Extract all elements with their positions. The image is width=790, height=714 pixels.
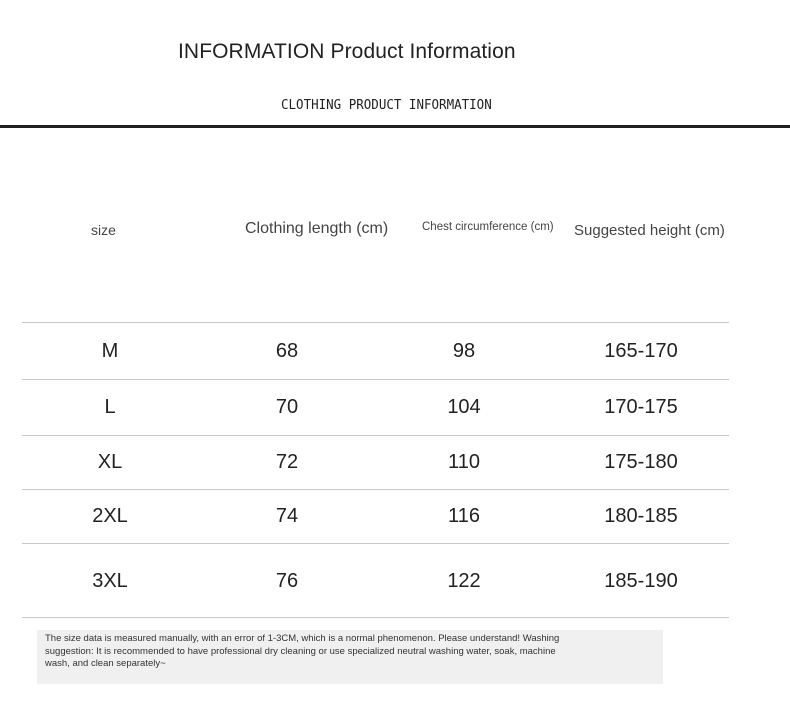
cell-chest: 104 [447,396,481,418]
cell-clothing-length: 68 [275,340,299,362]
column-header-size: size [91,222,116,238]
cell-clothing-length: 70 [275,396,299,418]
cell-size: 2XL [92,505,128,527]
cell-clothing-length: 76 [275,570,299,592]
cell-height: 180-185 [604,505,678,527]
cell-height: 165-170 [604,340,678,362]
note-text: The size data is measured manually, with an error of 1-3CM, which is a normal phenomenon. Please understand! Washing suggestion: It is recommended to have professional dry cleaning or use specialized neutral washing water, soak, machine wash, and clean separately~ [45,633,560,669]
row-divider [22,435,729,436]
measurement-note [37,630,663,684]
cell-size: M [101,340,119,362]
cell-height: 170-175 [604,396,678,418]
row-divider [22,379,729,380]
row-divider [22,543,729,544]
row-divider [22,489,729,490]
column-header-height: Suggested height (cm) [574,222,725,239]
column-header-clothing-length: Clothing length (cm) [245,220,389,237]
cell-height: 185-190 [604,570,678,592]
cell-clothing-length: 74 [275,505,299,527]
page-subtitle: CLOTHING PRODUCT INFORMATION [281,96,492,113]
header-divider [0,125,790,128]
row-divider [22,617,729,618]
row-divider [22,322,729,323]
cell-height: 175-180 [604,451,678,473]
cell-size: L [104,396,116,418]
page-title: INFORMATION Product Information [178,40,516,63]
cell-size: XL [97,451,123,473]
cell-clothing-length: 72 [275,451,299,473]
cell-chest: 98 [452,340,476,362]
cell-chest: 110 [448,451,480,473]
cell-size: 3XL [92,570,128,592]
cell-chest: 116 [448,505,480,527]
column-header-chest: Chest circumference (cm) [422,221,554,233]
cell-chest: 122 [447,570,481,592]
